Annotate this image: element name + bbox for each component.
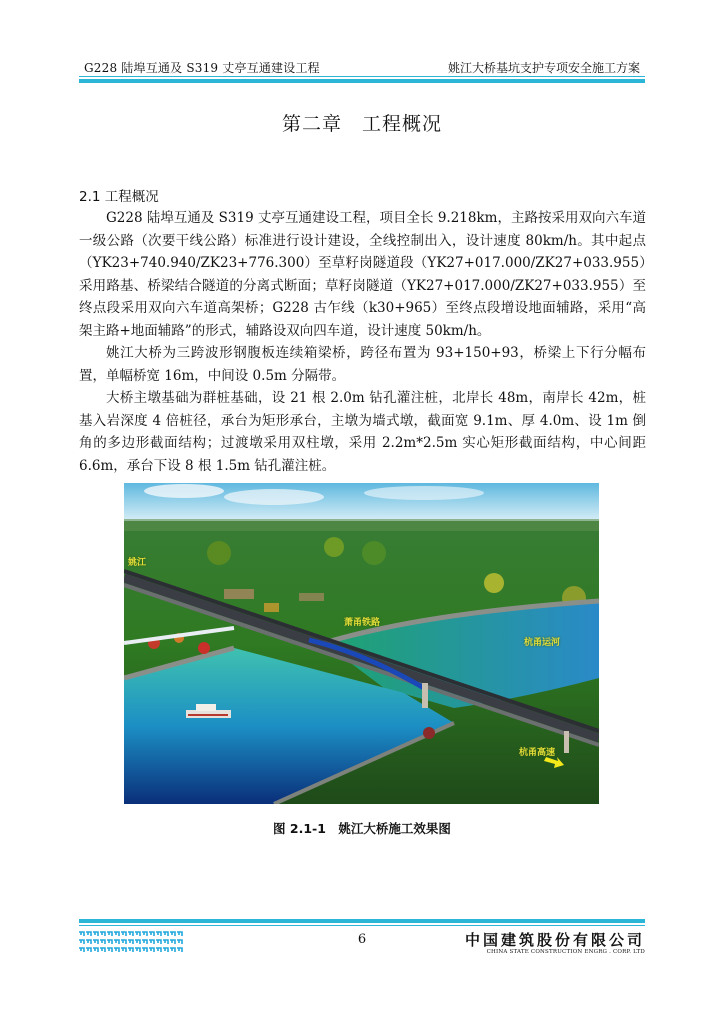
footer-rule-thin: [79, 925, 645, 926]
paragraph-foundation: 大桥主墩基础为群桩基础，设 21 根 2.0m 钻孔灌注桩，北岸长 48m，南岸长 42m，桩基入岩深度 4 倍桩径，承台为矩形承台，主墩为墙式墩，截面宽 9.1m、厚 4.0m、设 1m 倒角的多边形截面结构；过渡墩采用双柱墩，采用 2.2m*2.5m 实心矩形截面结构，中心间距 6.6m，承台下设 8 根 1.5m 钻孔灌注桩。: [79, 390, 646, 474]
chapter-title: 第二章 工程概况: [281, 112, 442, 135]
image-label-railway: 萧甬铁路: [344, 618, 381, 628]
header-rule-thin: [79, 76, 645, 77]
paragraph-project-overview: G228 陆埠互通及 S319 丈亭互通建设工程，项目全长 9.218km，主路按采用双向六车道一级公路（次要干线公路）标准进行设计建设，全线控制出入，设计速度 80km/h。其中起点（YK23+740.940/ZK23+776.300）至草籽岗隧道段（YK27+017.000/ZK27+033.955）采用路基、桥梁结合隧道的分离式断面；草籽岗隧道（YK27+017.000/ZK27+033.955）至终点段采用双向六车道高架桥；G228 古乍线（k30+965）至终点段增设地面辅路，采用“高架主路+地面辅路”的形式，辅路设双向四车道，设计速度 50km/h。: [79, 210, 646, 339]
header-rule: [79, 79, 645, 83]
header-left-title: G228 陆埠互通及 S319 丈亭互通建设工程: [84, 61, 320, 75]
header-right-title: 姚江大桥基坑支护专项安全施工方案: [447, 61, 640, 75]
bridge-rendering-image: [124, 483, 599, 804]
paragraph-bridge-type: 姚江大桥为三跨波形钢腹板连续箱梁桥，跨径布置为 93+150+93，桥梁上下行分幅布置，单幅桥宽 16m，中间设 0.5m 分隔带。: [79, 345, 646, 384]
company-name-cn: 中国建筑股份有限公司: [464, 931, 645, 949]
body-text: [79, 207, 646, 477]
figure-caption: 图 2.1-1 姚江大桥施工效果图: [273, 821, 451, 836]
image-label-highway: 杭甬高速: [519, 748, 556, 758]
company-name-en: CHINA STATE CONSTRUCTION ENGRG . CORP. LTD: [486, 949, 645, 955]
section-heading: 2.1 工程概况: [79, 189, 159, 205]
page-number: 6: [357, 932, 367, 947]
image-label-left: 姚江: [128, 558, 147, 568]
footer-rule: [79, 919, 645, 923]
image-label-canal: 杭甬运河: [524, 638, 561, 648]
